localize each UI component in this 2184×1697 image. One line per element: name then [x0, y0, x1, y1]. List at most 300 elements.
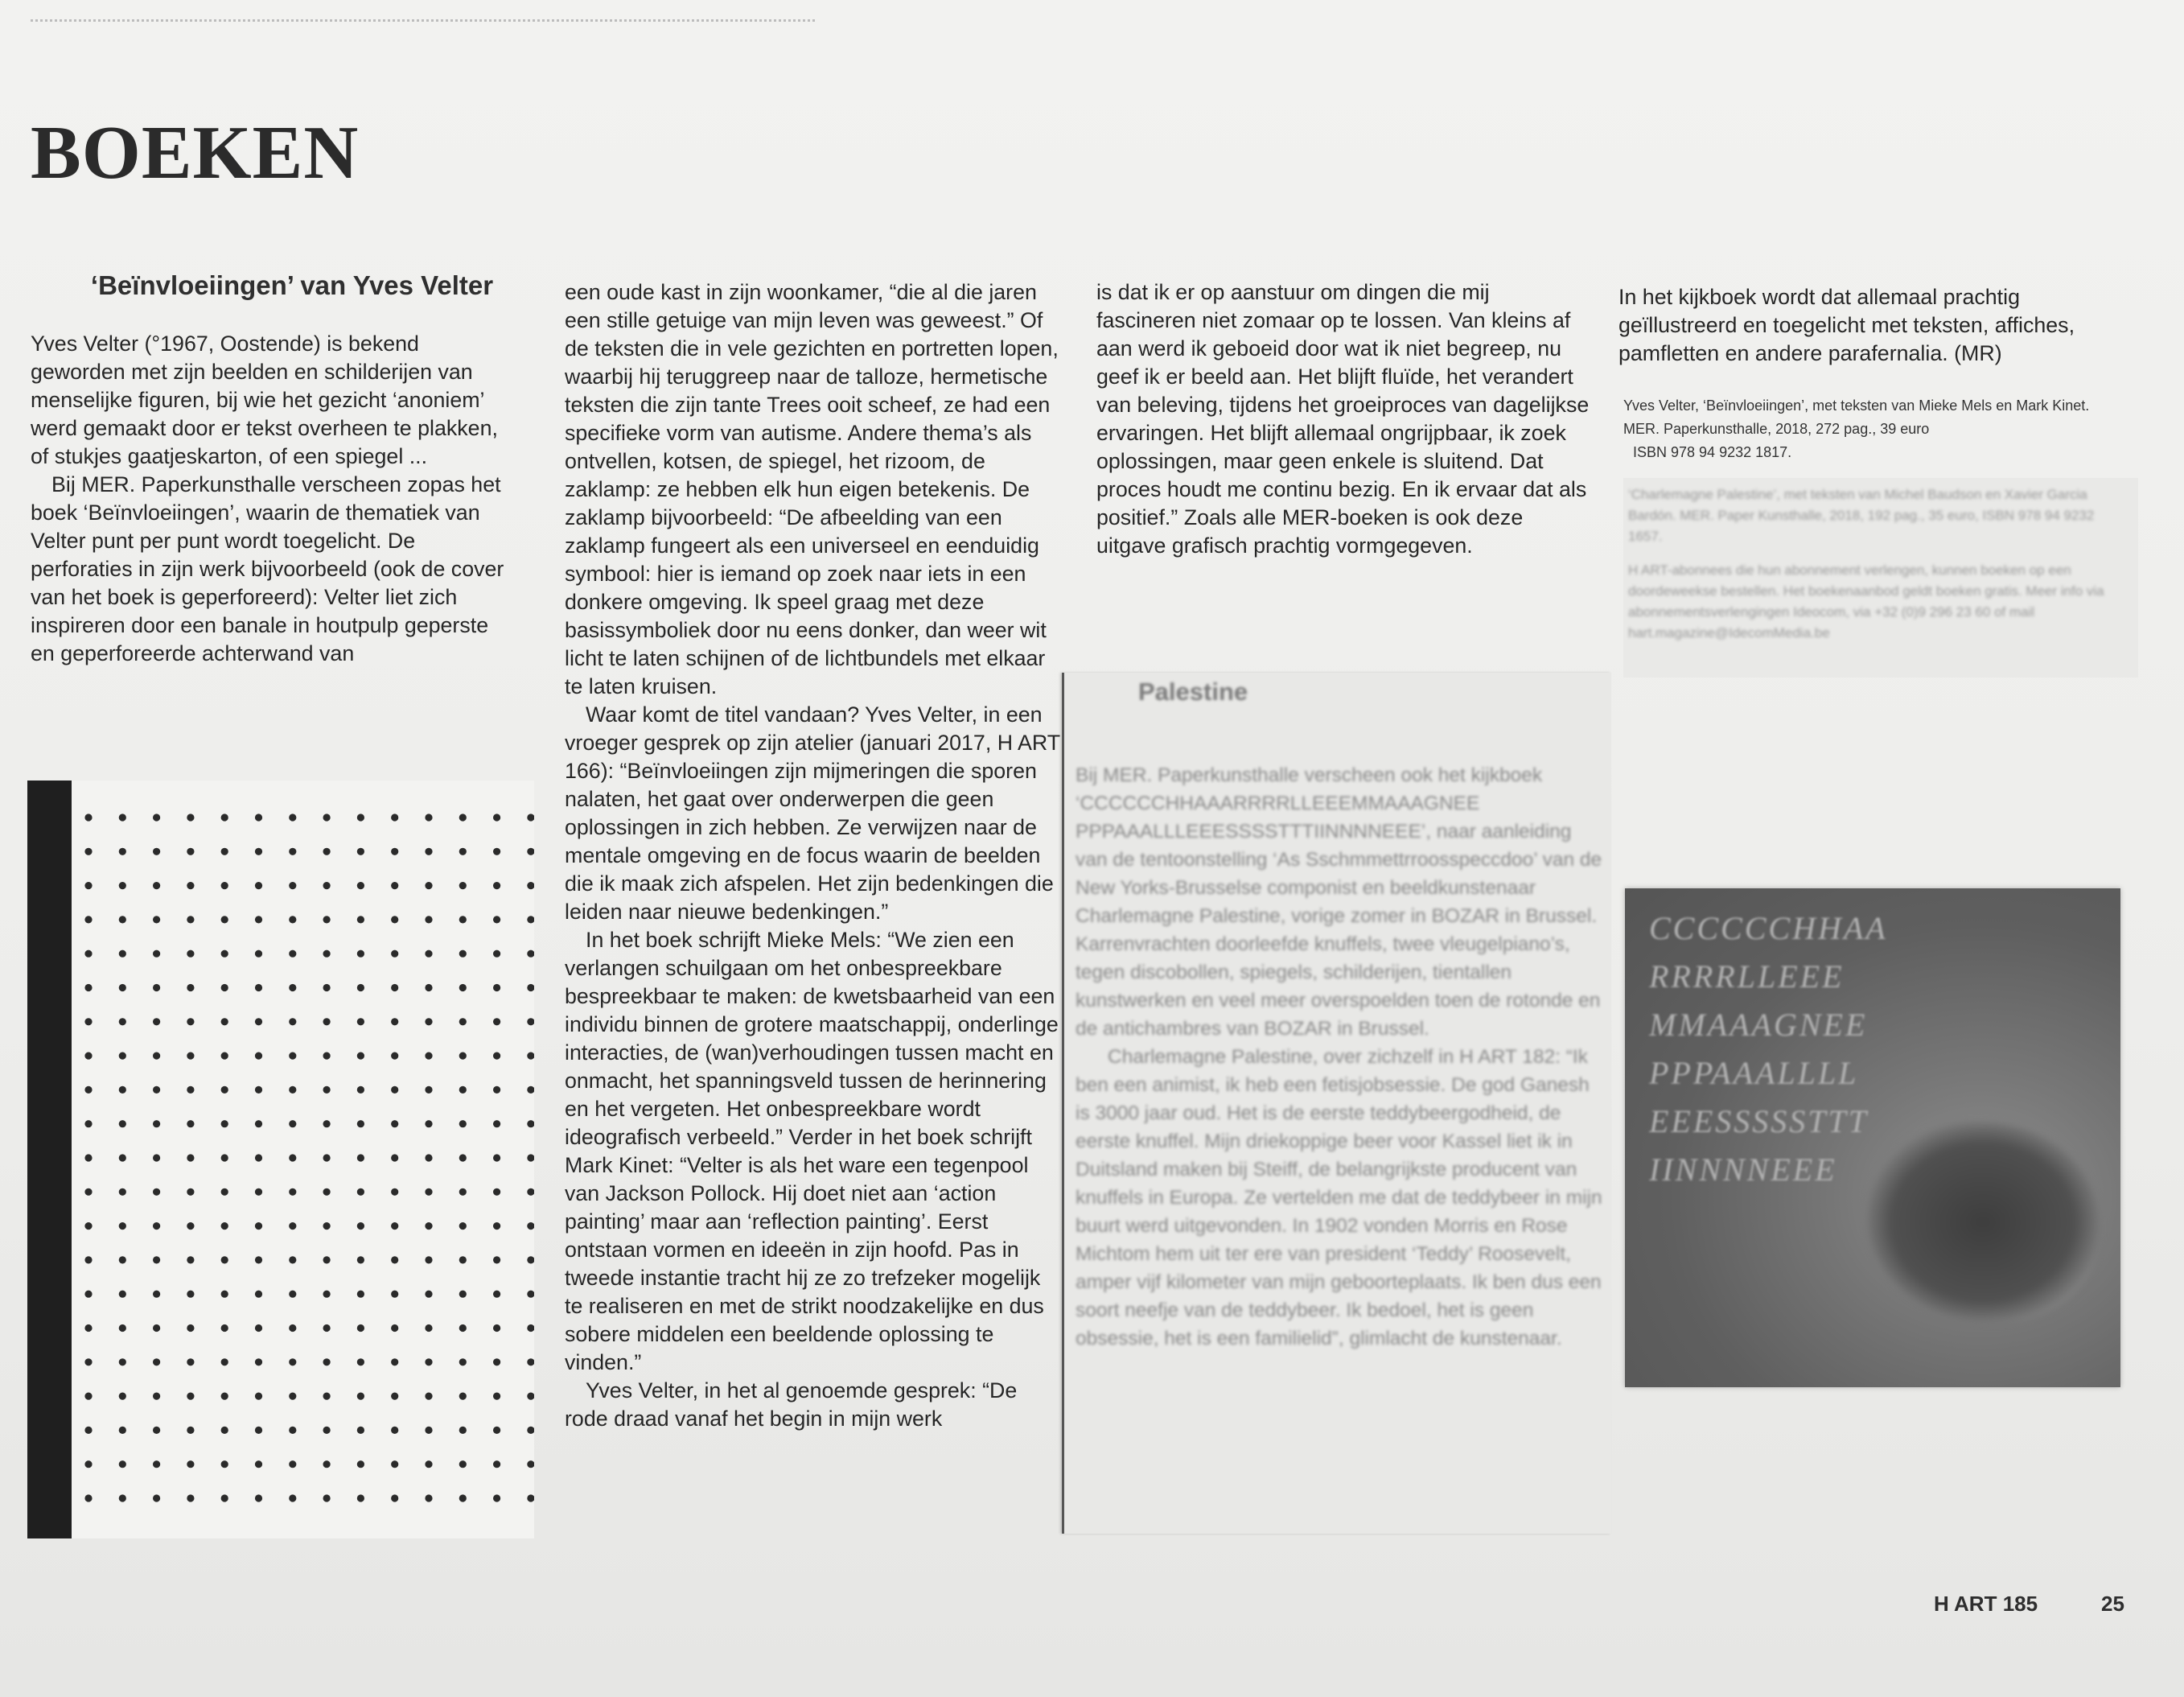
perforation-dot — [323, 1460, 331, 1468]
perforation-dot — [289, 1460, 296, 1468]
perforation-dot — [84, 882, 92, 889]
perforation-dot — [493, 984, 500, 991]
perforation-dot — [187, 1256, 194, 1263]
perforation-dot — [255, 1018, 262, 1025]
perforation-dot — [187, 1324, 194, 1332]
perforation-dot — [221, 848, 228, 855]
perforation-dot — [84, 984, 92, 991]
perforation-dot — [459, 1358, 467, 1365]
perforation-dot — [289, 1086, 296, 1094]
perforation-dot — [527, 1494, 534, 1501]
paragraph: Bij MER. Paperkunsthalle verscheen zopas het boek ‘Beïnvloeiingen’, waarin de thematiek van Velter punt per punt wordt toegelicht. De perforaties in zijn werk bijvoorbeeld (ook de cover van het boek is geperforeerd): Velter liet zich inspireren door een banale in houtpulp geperste en geperforeerde achterwand van — [31, 472, 504, 665]
perforation-dot — [459, 1222, 467, 1230]
perforation-dot — [493, 1222, 500, 1230]
perforation-dot — [255, 813, 262, 821]
perforation-dot — [221, 1427, 228, 1434]
perforation-dot — [459, 1188, 467, 1196]
book-credit — [1623, 394, 2122, 464]
perforation-dot — [323, 1427, 331, 1434]
perforation-dot — [357, 1393, 364, 1400]
clipping2-note: H ART-abonnees die hun abonnement verlengen, kunnen boeken op een doordeweekse bestellen. Het boekenaanbod geldt boeken gratis. Meer info via abonnementsverlengingen Ideocom, via +32 (0)9 296 23 60 of mail hart.magazine@IdecomMedia.be — [1628, 562, 2104, 640]
perforation-dot — [527, 1086, 534, 1094]
perforation-dot — [84, 1324, 92, 1332]
perforation-dot — [289, 1393, 296, 1400]
perforation-dot — [221, 1120, 228, 1127]
perforation-dot — [187, 848, 194, 855]
perforation-dot — [527, 1393, 534, 1400]
perforation-dot — [493, 1393, 500, 1400]
perforation-dot — [357, 882, 364, 889]
perforation-dot — [459, 1324, 467, 1332]
perforation-dot — [119, 1086, 126, 1094]
perforation-dot — [493, 1052, 500, 1060]
perforation-dot — [289, 1052, 296, 1060]
perforation-dot — [527, 1188, 534, 1196]
perforation-dot — [493, 1427, 500, 1434]
perforation-dot — [527, 882, 534, 889]
perforation-dot — [153, 916, 160, 923]
perforation-dot — [459, 882, 467, 889]
perforation-dot — [323, 1324, 331, 1332]
perforation-dot — [187, 1358, 194, 1365]
perforation-dot — [289, 984, 296, 991]
magazine-issue: H ART 185 — [1934, 1592, 2038, 1616]
perforation-dot — [391, 848, 398, 855]
perforation-dot — [357, 1222, 364, 1230]
perforation-dot — [425, 1018, 432, 1025]
perforation-dot — [255, 1393, 262, 1400]
perforation-dot — [119, 1120, 126, 1127]
perforation-dot — [493, 1120, 500, 1127]
perforation-dot — [323, 813, 331, 821]
perforation-dot — [221, 1222, 228, 1230]
perforation-dot — [255, 1256, 262, 1263]
perforation-dot — [187, 916, 194, 923]
perforation-dot — [493, 1358, 500, 1365]
perforation-dot — [187, 1427, 194, 1434]
perforation-dot — [357, 848, 364, 855]
perforation-dot — [187, 1291, 194, 1298]
perforation-dot — [323, 1188, 331, 1196]
perforation-dot — [221, 1018, 228, 1025]
perforation-dot — [323, 950, 331, 958]
perforation-dot — [391, 882, 398, 889]
perforation-dot — [357, 813, 364, 821]
perforation-dot — [357, 950, 364, 958]
perforation-dot — [527, 813, 534, 821]
perforation-dot — [119, 848, 126, 855]
perforation-dot — [255, 1188, 262, 1196]
perforation-dot — [357, 1494, 364, 1501]
perforation-dot — [391, 1358, 398, 1365]
perforation-dot — [221, 916, 228, 923]
perforation-dot — [84, 1154, 92, 1161]
perforation-dot — [425, 1188, 432, 1196]
perforation-dot — [84, 1188, 92, 1196]
perforation-dot — [289, 1324, 296, 1332]
clipping-body — [1076, 761, 1603, 1353]
perforation-dot — [391, 1222, 398, 1230]
perforation-dot — [357, 1427, 364, 1434]
perforation-dot — [84, 1086, 92, 1094]
perforation-dot — [493, 1154, 500, 1161]
perforation-dot — [153, 1324, 160, 1332]
perforation-dot — [84, 813, 92, 821]
perforation-dot — [221, 1393, 228, 1400]
perforation-dot — [425, 1358, 432, 1365]
perforation-dot — [357, 1018, 364, 1025]
paragraph: is dat ik er op aanstuur om dingen die mij fascineren niet zomaar op te lossen. Van kleins af aan werd ik geboeid door wat ik niet begreep, nu geef ik er beeld aan. Het blijft fluïde, het verandert van beleving, tijdens het groeiproces van dagelijkse ervaringen. Het blijft allemaal ongrijpbaar, ik zoek oplossingen, maar geen enkele is sluitend. Dat proces houdt me continu bezig. En ik ervaar dat als positief.” Zoals alle MER-boeken is ook deze uitgave grafisch prachtig vormgegeven. — [1096, 280, 1590, 558]
perforation-dot — [527, 848, 534, 855]
perforation-dot — [153, 984, 160, 991]
perforation-dot — [459, 848, 467, 855]
perforation-dot — [527, 1358, 534, 1365]
perforation-dot — [221, 882, 228, 889]
paragraph: In het boek schrijft Mieke Mels: “We zien een verlangen schuilgaan om het onbespreekbare bespreekbaar te maken: de kwetsbaarheid van een individu binnen de grotere maatschappij, onderlinge interacties, de (wan)verhoudingen tussen macht en onmacht, het spanningsveld tussen de herinnering en het vergeten. Het onbespreekbare wordt ideografisch verbeeld.” Verder in het boek schrijft Mark Kinet: “Velter is als het ware een tegenpool van Jackson Pollock. Hij doet niet aan ‘action painting’ maar aan ‘reflection painting’. Eerst ontstaan vormen en ideeën in zijn hoofd. Pas in tweede instantie tracht hij ze zo trefzeker mogelijk te realiseren en met de strikt noodzakelijke en dus sobere middelen een beeldende oplossing te vinden.” — [565, 928, 1059, 1374]
perforation-dot — [289, 1256, 296, 1263]
perforation-dot — [153, 1460, 160, 1468]
perforation-dot — [425, 1324, 432, 1332]
perforation-dot — [425, 1256, 432, 1263]
blurred-clipping-credit — [1623, 478, 2138, 678]
perforation-dot — [153, 950, 160, 958]
perforation-dot — [84, 1052, 92, 1060]
perforation-dot — [221, 1052, 228, 1060]
perforation-dot — [323, 1393, 331, 1400]
perforation-dot — [153, 1427, 160, 1434]
perforation-dot — [323, 1222, 331, 1230]
perforation-dot — [493, 882, 500, 889]
blurred-clipping-palestine — [1062, 673, 1611, 1534]
perforation-dot — [221, 1086, 228, 1094]
perforation-dot — [459, 1427, 467, 1434]
perforation-dot — [425, 848, 432, 855]
perforation-dot — [84, 1256, 92, 1263]
perforation-dot — [84, 1494, 92, 1501]
perforation-dot — [527, 1154, 534, 1161]
perforation-dot — [391, 1291, 398, 1298]
perforation-dot — [391, 1188, 398, 1196]
perforation-dot — [493, 1494, 500, 1501]
perforation-dot — [391, 1393, 398, 1400]
perforation-dot — [391, 1256, 398, 1263]
top-dotted-rule — [31, 19, 815, 22]
perforation-dot — [84, 1460, 92, 1468]
perforation-dot — [187, 1393, 194, 1400]
perforation-dot — [289, 813, 296, 821]
article-column-2 — [565, 278, 1063, 1433]
perforation-dot — [187, 1120, 194, 1127]
perforation-dot — [391, 1052, 398, 1060]
perforation-dot — [391, 1120, 398, 1127]
perforation-dot — [119, 1494, 126, 1501]
perforation-dot — [255, 1086, 262, 1094]
perforation-dot — [119, 1018, 126, 1025]
perforation-dot — [527, 1324, 534, 1332]
perforation-dot — [493, 1086, 500, 1094]
perforation-dot — [357, 984, 364, 991]
perforation-dot — [493, 1460, 500, 1468]
perforation-dot — [221, 950, 228, 958]
perforation-dot — [255, 1460, 262, 1468]
perforation-dot — [493, 1256, 500, 1263]
perforation-dot — [459, 1120, 467, 1127]
perforation-dot — [119, 1188, 126, 1196]
perforation-dot — [459, 1256, 467, 1263]
perforation-dot — [323, 916, 331, 923]
perforation-dot — [459, 1494, 467, 1501]
perforation-dot — [493, 1188, 500, 1196]
perforation-dot — [84, 916, 92, 923]
page-number: 25 — [2101, 1592, 2124, 1616]
perforation-dot — [459, 1086, 467, 1094]
article-title: ‘Beïnvloeiingen’ van Yves Velter — [90, 270, 494, 300]
perforation-dot — [153, 1052, 160, 1060]
perforation-dot — [255, 1494, 262, 1501]
perforation-dot — [289, 1188, 296, 1196]
perforation-dot — [187, 1018, 194, 1025]
perforation-dot — [119, 1256, 126, 1263]
credit-isbn: ISBN 978 94 9232 1817. — [1633, 444, 1792, 460]
credit-line: Yves Velter, ‘Beïnvloeiingen’, met teksten van Mieke Mels en Mark Kinet. MER. Paperkunsthalle, 2018, 272 pag., 39 euro — [1623, 397, 2090, 437]
perforation-dot — [84, 848, 92, 855]
perforation-dot — [493, 1324, 500, 1332]
perforation-dot — [527, 1427, 534, 1434]
perforation-dot — [323, 882, 331, 889]
perforation-dot — [459, 1393, 467, 1400]
perforation-dot — [425, 1427, 432, 1434]
clipping2-credit: ‘Charlemagne Palestine’, met teksten van Michel Baudson en Xavier Garcia Bardón. MER. Paper Kunsthalle, 2018, 192 pag., 35 euro, ISBN 978 94 9232 1657. — [1628, 487, 2095, 544]
perforation-dot — [425, 916, 432, 923]
perforation-dot — [187, 813, 194, 821]
perforation-dot — [187, 984, 194, 991]
perforation-dot — [119, 1358, 126, 1365]
perforation-dot — [187, 1222, 194, 1230]
perforation-dot — [84, 1427, 92, 1434]
perforation-dot — [119, 882, 126, 889]
perforation-dot — [153, 1120, 160, 1127]
clipping-title: Palestine — [1138, 678, 1248, 706]
perforation-dot — [289, 1222, 296, 1230]
perforation-dot — [425, 984, 432, 991]
perforation-dot — [425, 1052, 432, 1060]
perforation-dot — [255, 882, 262, 889]
perforation-dot — [391, 1018, 398, 1025]
perforation-dot — [323, 1086, 331, 1094]
perforation-dot — [357, 1086, 364, 1094]
perforation-dot — [459, 1018, 467, 1025]
perforation-dot — [84, 1120, 92, 1127]
perforation-dot — [289, 1494, 296, 1501]
perforation-dot — [459, 984, 467, 991]
perforation-dot — [527, 1460, 534, 1468]
perforation-dot — [153, 848, 160, 855]
cover-title-text: CCCCCCHHAA RRRRLLEEE MMAAAGNEE PPPAAALLLL EEESSSSSTTT IINNNNEEE — [1649, 910, 1888, 1188]
perforation-dot — [323, 1018, 331, 1025]
perforation-dot — [255, 1324, 262, 1332]
perforation-dot — [425, 1460, 432, 1468]
perforation-dot — [323, 1154, 331, 1161]
perforation-dot — [153, 1256, 160, 1263]
perforation-dot — [357, 916, 364, 923]
perforation-dot — [255, 984, 262, 991]
perforation-dot — [187, 1154, 194, 1161]
perforation-dot — [153, 1494, 160, 1501]
perforation-dot — [84, 1393, 92, 1400]
perforation-dot — [391, 916, 398, 923]
paragraph: een oude kast in zijn woonkamer, “die al die jaren een stille getuige van mijn leven was geweest.” Of de teksten die in vele gezichten en portretten lopen, waarbij hij teruggreep naar de talloze, hermetische teksten die zijn tante Trees ooit scheef, ze had een specifieke vorm van autisme. Andere thema’s als ontvellen, kotsen, de spiegel, het rizoom, de zaklamp: ze hebben elk hun eigen betekenis. De zaklamp bijvoorbeeld: “De afbeelding van een zaklamp fungeert als een universeel en eenduidig symbool: hier is iemand op zoek naar iets in een donkere omgeving. Ik speel graag met deze basissymboliek door nu eens donker, dan weer wit licht te laten schijnen of de lichtbundels met elkaar te laten kruisen. — [565, 280, 1059, 698]
perforation-dot — [221, 1460, 228, 1468]
perforation-dot — [425, 1494, 432, 1501]
perforation-dot — [323, 1494, 331, 1501]
section-title: BOEKEN — [31, 111, 360, 195]
perforation-dot — [255, 1427, 262, 1434]
perforation-dot — [493, 916, 500, 923]
perforation-dot — [153, 882, 160, 889]
perforation-dot — [527, 1291, 534, 1298]
perforation-dot — [289, 950, 296, 958]
perforation-dot — [527, 950, 534, 958]
perforation-dot — [84, 1222, 92, 1230]
perforation-dot — [357, 1358, 364, 1365]
perforation-dot — [187, 1460, 194, 1468]
palestine-book-cover — [1625, 888, 2120, 1387]
perforation-dot — [391, 950, 398, 958]
perforation-dot — [289, 1120, 296, 1127]
perforation-dot — [527, 1120, 534, 1127]
perforation-dot — [119, 1222, 126, 1230]
perforation-dot — [391, 984, 398, 991]
perforation-dot — [289, 882, 296, 889]
perforation-dot — [493, 950, 500, 958]
paragraph: Charlemagne Palestine, over zichzelf in H ART 182: “Ik ben een animist, ik heb een fetisjobsessie. De god Ganesh is 3000 jaar oud. Het is de eerste teddybeergodheid, de eerste knuffel. Mijn driekoppige beer voor Kassel liet ik in Duitsland maken bij Steiff, de belangrijkste producent van knuffels in Europa. Ze vertelden me dat de teddybeer in mijn buurt werd uitgevonden. In 1902 vonden Morris en Rose Michtom hem uit ter ere van president ‘Teddy’ Roosevelt, amper vijf kilometer van mijn geboorteplaats. Ik ben dus een soort neefje van de teddybeer. Ik bedoel, het is geen obsessie, het is een familielid”, glimlacht de kunstenaar. — [1076, 1046, 1602, 1349]
perforation-dot — [323, 1120, 331, 1127]
perforation-dot — [425, 882, 432, 889]
perforation-dot — [357, 1120, 364, 1127]
perforation-dot — [84, 1018, 92, 1025]
perforation-dot — [357, 1154, 364, 1161]
perforation-dot — [425, 813, 432, 821]
perforation-dot — [323, 1052, 331, 1060]
perforation-dot — [84, 950, 92, 958]
paragraph: Bij MER. Paperkunsthalle verscheen ook het kijkboek ‘CCCCCCHHAAARRRRLLEEEMMAAAGNEE PPPAAALLLEEESSSSTTTIINNNNEEE’, naar aanleiding van de tentoonstelling ‘As Sschmmettrroosspeccdoo’ van de New Yorks-Brusselse componist en beeldkunstenaar Charlemagne Palestine, vorige zomer in BOZAR in Brussel. Karrenvrachten doorleefde knuffels, twee vleugelpiano’s, tegen discobollen, spiegels, schilderijen, tientallen kunstwerken en veel meer overspoelden toen de rotonde en de antichambres van BOZAR in Brussel. — [1076, 764, 1602, 1040]
perforation-dot — [425, 1086, 432, 1094]
perforation-dot — [527, 1018, 534, 1025]
perforation-dot — [187, 1494, 194, 1501]
perforation-dot — [119, 916, 126, 923]
perforation-dot — [255, 1291, 262, 1298]
perforation-dot — [459, 1154, 467, 1161]
perforation-dot — [425, 950, 432, 958]
perforation-dot — [153, 1358, 160, 1365]
perforation-dot — [323, 1256, 331, 1263]
perforation-dot — [119, 1324, 126, 1332]
perforation-dot — [357, 1188, 364, 1196]
perforation-dot — [289, 1427, 296, 1434]
perforation-dot — [119, 1393, 126, 1400]
perforation-dot — [187, 882, 194, 889]
perforation-dot — [391, 1154, 398, 1161]
perforation-dot — [289, 1018, 296, 1025]
perforation-dot — [221, 1324, 228, 1332]
article-column-1 — [31, 330, 517, 668]
book-cover-perforated — [27, 781, 534, 1538]
perforation-dot — [119, 1427, 126, 1434]
perforation-dot — [153, 1188, 160, 1196]
perforation-dot — [119, 1052, 126, 1060]
perforation-dot — [255, 1358, 262, 1365]
perforation-dot — [391, 1494, 398, 1501]
perforation-dot — [391, 1086, 398, 1094]
perforation-dot — [221, 1291, 228, 1298]
perforation-dot — [221, 1494, 228, 1501]
perforation-dot — [357, 1052, 364, 1060]
perforation-dot — [391, 1460, 398, 1468]
perforation-dot — [323, 1358, 331, 1365]
perforation-dot — [391, 813, 398, 821]
perforation-dot — [493, 1018, 500, 1025]
perforation-dot — [255, 848, 262, 855]
perforation-dot — [357, 1324, 364, 1332]
paragraph: Yves Velter, in het al genoemde gesprek: “De rode draad vanaf het begin in mijn werk — [565, 1378, 1018, 1431]
perforation-dot — [221, 1154, 228, 1161]
perforation-dot — [527, 916, 534, 923]
perforation-dot — [255, 916, 262, 923]
perforation-dot — [459, 1460, 467, 1468]
perforation-dot — [221, 1256, 228, 1263]
perforation-dot — [119, 1460, 126, 1468]
perforation-dot — [153, 1086, 160, 1094]
paragraph: In het kijkboek wordt dat allemaal prachtig geïllustreerd en toegelicht met teksten, affiches, pamfletten en andere parafernalia. (MR) — [1618, 285, 2075, 365]
perforation-dot — [119, 1291, 126, 1298]
perforation-dot — [153, 813, 160, 821]
perforation-dot — [153, 1291, 160, 1298]
paragraph: Yves Velter (°1967, Oostende) is bekend geworden met zijn beelden en schilderijen van menselijke figuren, bij wie het gezicht ‘anoniem’ werd gemaakt door er tekst overheen te plakken, of stukjes gaatjeskarton, of een spiegel ... — [31, 332, 498, 468]
perforation-dot — [289, 916, 296, 923]
article-column-4 — [1618, 283, 2121, 368]
perforation-dot — [493, 1291, 500, 1298]
perforation-dot — [187, 1188, 194, 1196]
perforation-dot — [119, 1154, 126, 1161]
perforation-dot — [153, 1393, 160, 1400]
perforation-dot — [323, 1291, 331, 1298]
perforation-dot — [153, 1018, 160, 1025]
perforation-dot — [255, 950, 262, 958]
perforation-dot — [255, 1154, 262, 1161]
perforation-dot — [323, 848, 331, 855]
perforation-dot — [84, 1358, 92, 1365]
perforation-dot — [527, 1222, 534, 1230]
perforation-dot — [187, 1052, 194, 1060]
perforation-dot — [391, 1427, 398, 1434]
perforation-dot — [493, 848, 500, 855]
perforation-dot — [459, 916, 467, 923]
perforation-dot — [391, 1324, 398, 1332]
perforation-dot — [119, 813, 126, 821]
perforation-dot — [289, 848, 296, 855]
perforation-dot — [425, 1154, 432, 1161]
perforation-dot — [459, 813, 467, 821]
perforation-dot — [221, 1188, 228, 1196]
perforation-dot — [323, 984, 331, 991]
perforation-dot — [357, 1256, 364, 1263]
perforation-dot — [187, 950, 194, 958]
paragraph: Waar komt de titel vandaan? Yves Velter, in een vroeger gesprek op zijn atelier (januari 2017, H ART 166): “Beïnvloeiingen zijn mijmeringen die sporen nalaten, het gaat over onderwerpen die geen oplossingen in zich hebben. Ze verwijzen naar de mentale omgeving en de focus waarin de beelden die ik maak zich afspelen. Het zijn bedenkingen die leiden naar nieuwe bedenkingen.” — [565, 702, 1060, 924]
perforation-dot — [289, 1291, 296, 1298]
perforation-dot — [187, 1086, 194, 1094]
article-column-3 — [1096, 278, 1591, 560]
perforation-dot — [459, 1052, 467, 1060]
